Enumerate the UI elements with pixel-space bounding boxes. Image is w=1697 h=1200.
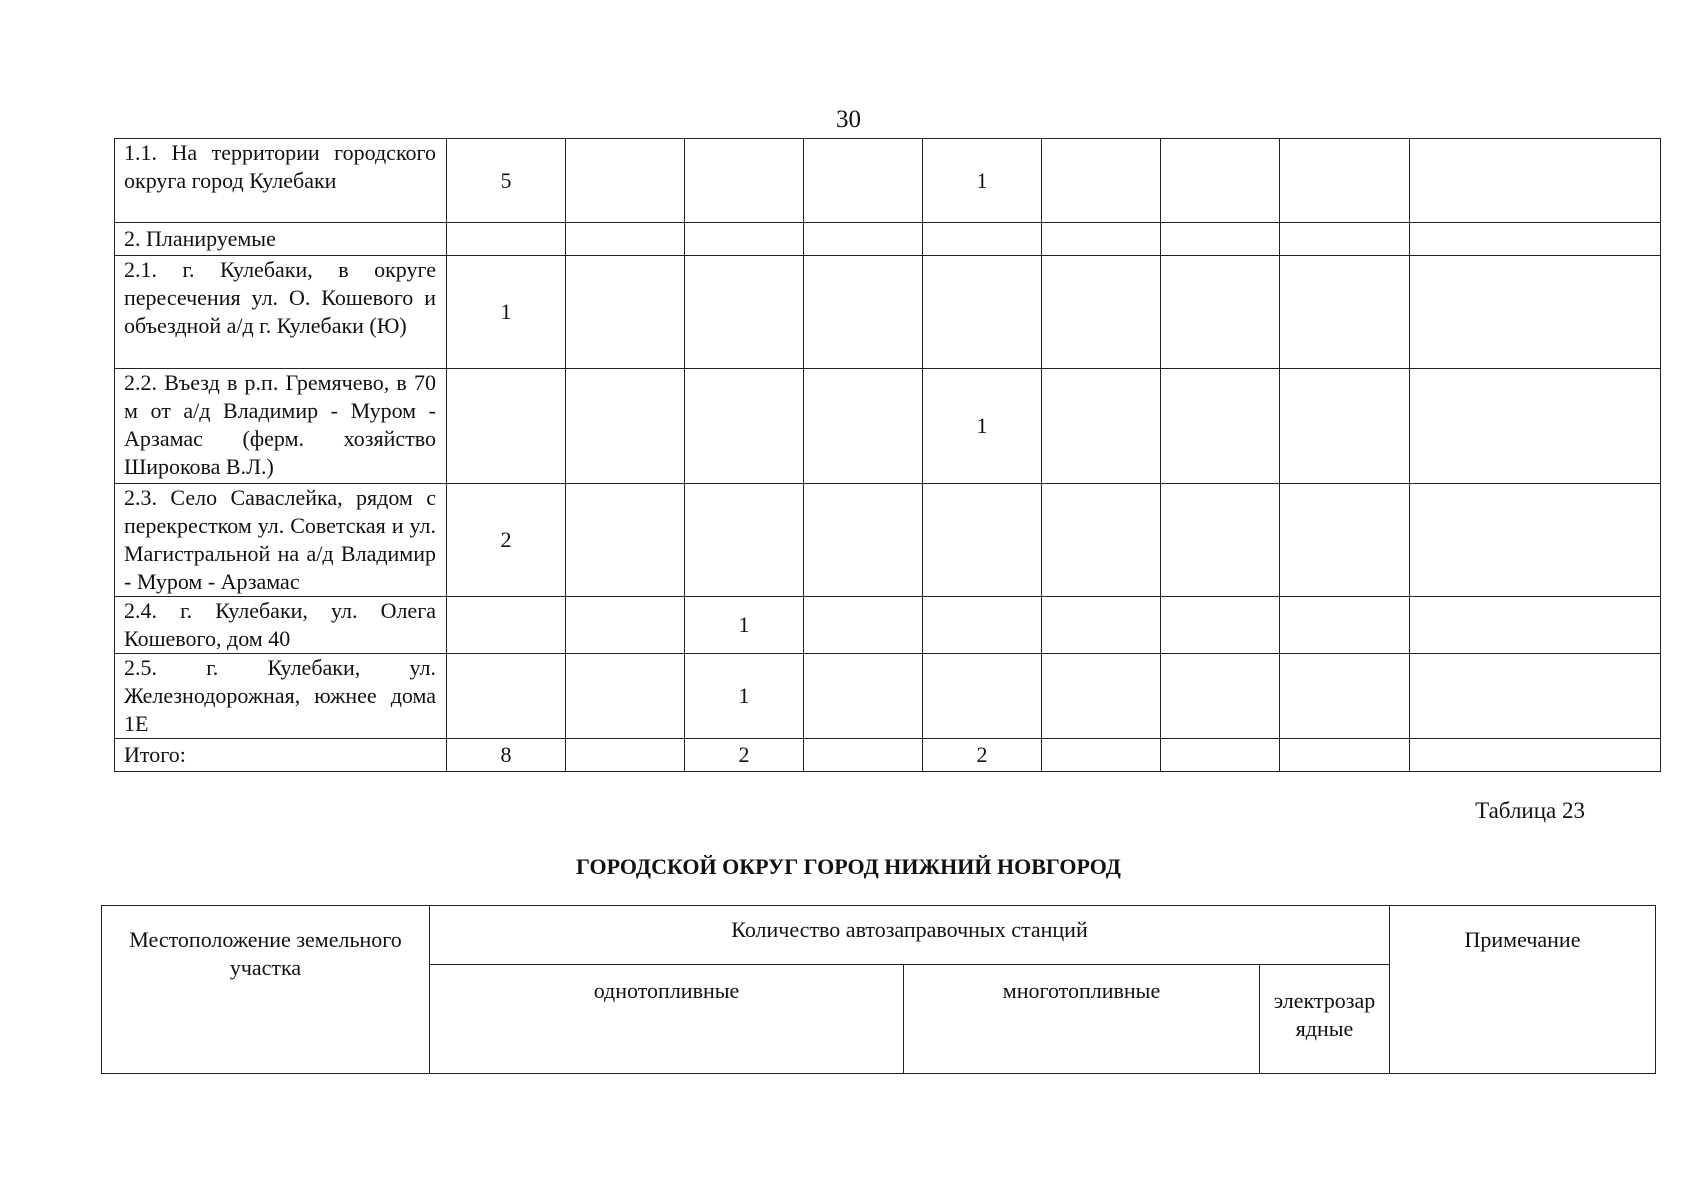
page-number: 30 [836,106,861,133]
value-cell [923,597,1042,654]
value-cell [566,139,685,223]
section-heading: ГОРОДСКОЙ ОКРУГ ГОРОД НИЖНИЙ НОВГОРОД [576,854,1121,879]
value-cell [447,597,566,654]
table-row [115,369,1661,484]
value-cell [566,256,685,369]
total-label: Итого: [115,739,447,772]
value-cell [804,597,923,654]
value-cell [566,654,685,739]
value-cell [1161,139,1280,223]
value-cell: 2 [447,484,566,597]
note-cell [1410,223,1661,256]
value-cell [1161,484,1280,597]
value-cell [1042,223,1161,256]
value-cell: 5 [447,139,566,223]
header-electric: электрозар ядные [1260,965,1390,1074]
value-cell [685,223,804,256]
value-cell [1161,597,1280,654]
location-cell: 2.1. г. Кулебаки, в округе пересечения ул. О. Кошевого и объездной а/д г. Кулебаки (Ю) [115,256,447,369]
value-cell: 1 [685,597,804,654]
location-cell: 2.3. Село Саваслейка, рядом с перекрестком ул. Советская и ул. Магистральной на а/д Владимир - Муром - Арзамас [115,484,447,597]
value-cell: 1 [923,139,1042,223]
header-row [102,906,1656,965]
location-cell: 2.2. Въезд в р.п. Гремячево, в 70 м от а/д Владимир - Муром - Арзамас (ферм. хозяйство Широкова В.Л.) [115,369,447,484]
value-cell [566,597,685,654]
total-cell [1280,739,1410,772]
total-cell [804,739,923,772]
note-cell [1410,139,1661,223]
value-cell [447,654,566,739]
value-cell [1042,256,1161,369]
value-cell [1280,139,1410,223]
table-row [115,256,1661,369]
header-single-fuel: однотопливные [430,965,904,1074]
value-cell [804,256,923,369]
value-cell [447,369,566,484]
value-cell [685,369,804,484]
value-cell [1161,256,1280,369]
location-cell: 2.5. г. Кулебаки, ул. Железнодорожная, южнее дома 1Е [115,654,447,739]
value-cell [1042,597,1161,654]
table-row [115,139,1661,223]
table-row [115,223,1661,256]
note-cell [1410,597,1661,654]
value-cell [923,654,1042,739]
total-cell [566,739,685,772]
value-cell [566,223,685,256]
total-row [115,739,1661,772]
value-cell [1161,223,1280,256]
value-cell [447,223,566,256]
value-cell: 1 [685,654,804,739]
value-cell [1280,654,1410,739]
total-cell: 2 [923,739,1042,772]
value-cell [685,139,804,223]
note-cell [1410,256,1661,369]
value-cell [1161,369,1280,484]
value-cell [923,223,1042,256]
header-quantity: Количество автозаправочных станций [430,906,1390,965]
value-cell [685,256,804,369]
note-cell [1410,369,1661,484]
value-cell [566,369,685,484]
location-cell: 2.4. г. Кулебаки, ул. Олега Кошевого, дом 40 [115,597,447,654]
value-cell [923,484,1042,597]
value-cell [1280,256,1410,369]
note-cell [1410,484,1661,597]
value-cell [804,139,923,223]
value-cell [923,256,1042,369]
value-cell [1042,139,1161,223]
note-cell [1410,739,1661,772]
value-cell [1042,654,1161,739]
value-cell [566,484,685,597]
value-cell: 1 [923,369,1042,484]
note-cell [1410,654,1661,739]
total-cell: 8 [447,739,566,772]
value-cell [804,484,923,597]
value-cell [1280,597,1410,654]
stations-table-continued [114,138,1661,772]
value-cell [685,484,804,597]
value-cell: 1 [447,256,566,369]
value-cell [1042,484,1161,597]
total-cell: 2 [685,739,804,772]
value-cell [804,654,923,739]
value-cell [1280,484,1410,597]
value-cell [804,369,923,484]
table-row [115,654,1661,739]
stations-table-header [101,905,1656,1074]
location-cell: 2. Планируемые [115,223,447,256]
header-note: Примечание [1390,906,1656,1074]
table-caption: Таблица 23 [1475,798,1585,823]
value-cell [804,223,923,256]
total-cell [1042,739,1161,772]
table-row [115,484,1661,597]
header-multi-fuel: многотопливные [904,965,1260,1074]
value-cell [1161,654,1280,739]
value-cell [1280,223,1410,256]
header-location: Местоположение земельного участка [102,906,430,1074]
table-row [115,597,1661,654]
total-cell [1161,739,1280,772]
location-cell: 1.1. На территории городского округа город Кулебаки [115,139,447,223]
value-cell [1280,369,1410,484]
value-cell [1042,369,1161,484]
